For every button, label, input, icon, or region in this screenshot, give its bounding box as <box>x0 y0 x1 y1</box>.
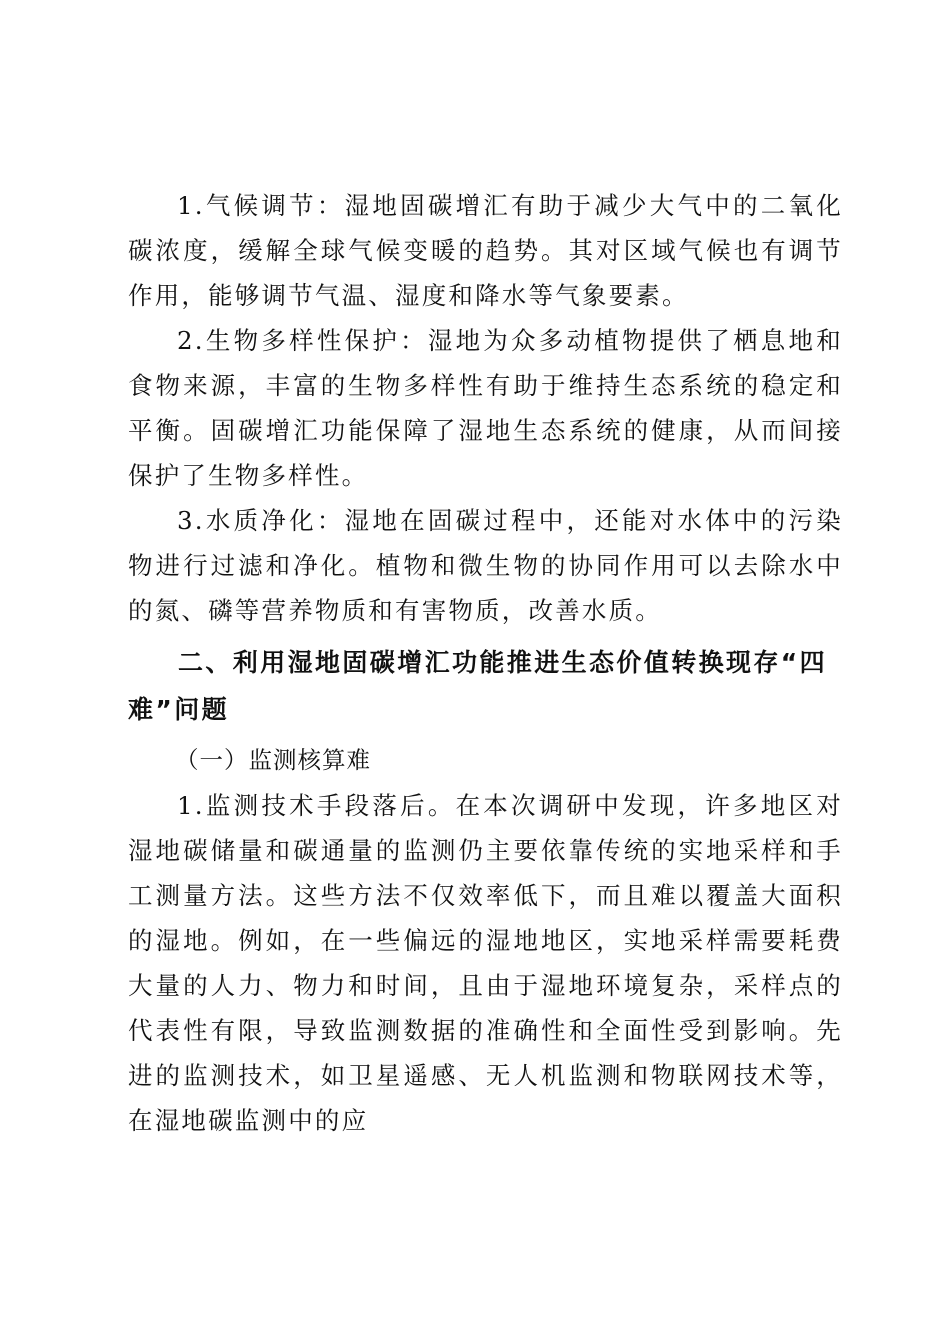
section-heading: 二、利用湿地固碳增汇功能推进生态价值转换现存“四难”问题 <box>128 648 828 724</box>
paragraph-biodiversity-protection: 2.生物多样性保护：湿地为众多动植物提供了栖息地和食物来源，丰富的生物多样性有助于维持生态系统的稳定和平衡。固碳增汇功能保障了湿地生态系统的健康，从而间接保护了生物多样性。 <box>128 326 843 490</box>
paragraph-climate-regulation: 1.气候调节：湿地固碳增汇有助于减少大气中的二氧化碳浓度，缓解全球气候变暖的趋势。其对区域气候也有调节作用，能够调节气温、湿度和降水等气象要素。 <box>128 191 843 310</box>
document-body <box>128 183 843 1143</box>
paragraph-water-purification: 3.水质净化：湿地在固碳过程中，还能对水体中的污染物进行过滤和净化。植物和微生物的协同作用可以去除水中的氮、磷等营养物质和有害物质，改善水质。 <box>128 506 843 625</box>
subsection-heading: （一）监测核算难 <box>175 746 371 774</box>
paragraph-monitoring-technology: 1.监测技术手段落后。在本次调研中发现，许多地区对湿地碳储量和碳通量的监测仍主要依靠传统的实地采样和手工测量方法。这些方法不仅效率低下，而且难以覆盖大面积的湿地。例如，在一些偏远的湿地地区，实地采样需要耗费大量的人力、物力和时间，且由于湿地环境复杂，采样点的代表性有限，导致监测数据的准确性和全面性受到影响。先进的监测技术，如卫星遥感、无人机监测和物联网技术等，在湿地碳监测中的应 <box>128 791 843 1135</box>
